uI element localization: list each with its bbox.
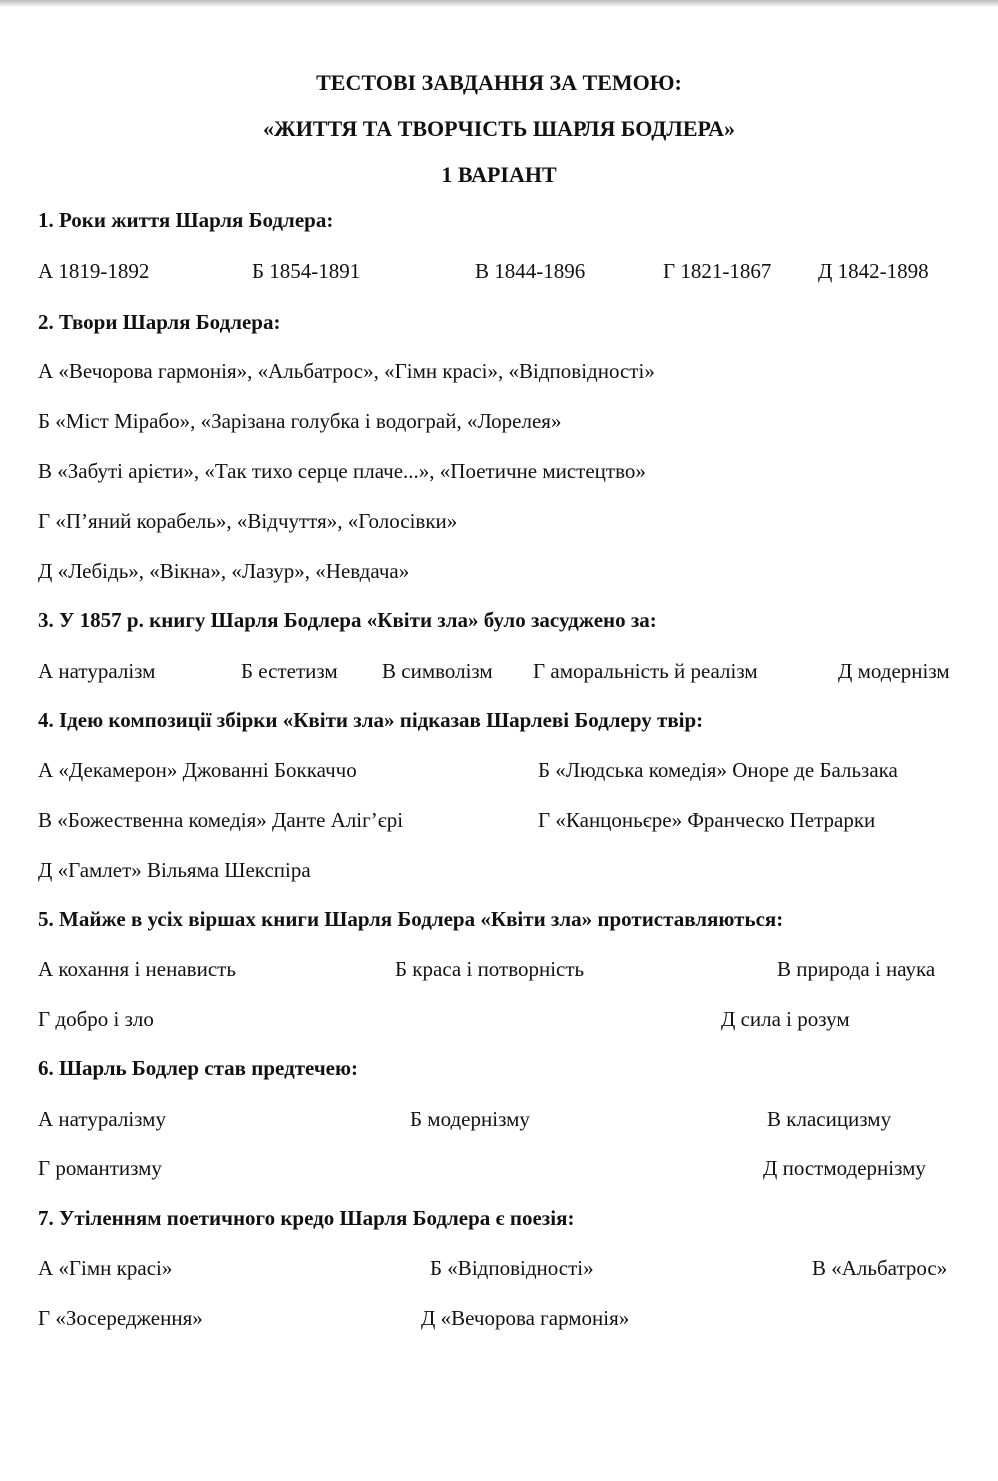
title-line-1: ТЕСТОВІ ЗАВДАННЯ ЗА ТЕМОЮ: xyxy=(316,70,682,95)
q3-option-c: В символізм xyxy=(382,659,493,683)
q3-option-a: А натуралізм xyxy=(38,659,156,683)
q6-option-d: Г романтизму xyxy=(38,1156,162,1180)
q2-option-a: А «Вечорова гармонія», «Альбатрос», «Гімн красі», «Відповідності» xyxy=(38,359,655,383)
q2-option-b: Б «Міст Мірабо», «Зарізана голубка і водограй, «Лорелея» xyxy=(38,409,562,433)
q6-option-c: В класицизму xyxy=(767,1107,892,1131)
q4-option-d: Г «Канцоньєре» Франческо Петрарки xyxy=(538,808,876,832)
q3-option-d: Г аморальність й реалізм xyxy=(533,659,758,683)
q2-option-d: Г «П’яний корабель», «Відчуття», «Голосівки» xyxy=(38,509,458,533)
q5-option-c: В природа і наука xyxy=(777,957,936,981)
question-3: 3. У 1857 р. книгу Шарля Бодлера «Квіти зла» було засуджено за: xyxy=(38,608,657,632)
q3-option-b: Б естетизм xyxy=(241,659,338,683)
q1-option-e: Д 1842-1898 xyxy=(818,259,929,283)
q1-option-c: В 1844-1896 xyxy=(475,259,586,283)
q7-option-c: В «Альбатрос» xyxy=(812,1256,948,1280)
q5-option-b: Б краса і потворність xyxy=(395,957,585,981)
question-5: 5. Майже в усіх віршах книги Шарля Бодлера «Квіти зла» протиставляються: xyxy=(38,907,784,931)
question-6: 6. Шарль Бодлер став предтечею: xyxy=(38,1056,359,1080)
question-1: 1. Роки життя Шарля Бодлера: xyxy=(38,208,334,232)
q1-option-a: А 1819-1892 xyxy=(38,259,150,283)
q5-option-e: Д сила і розум xyxy=(721,1007,850,1031)
q6-option-a: А натуралізму xyxy=(38,1107,166,1131)
q4-option-a: А «Декамерон» Джованні Боккаччо xyxy=(38,758,357,782)
q6-option-e: Д постмодернізму xyxy=(763,1156,926,1180)
q4-option-e: Д «Гамлет» Вільяма Шекспіра xyxy=(38,858,311,882)
question-2: 2. Твори Шарля Бодлера: xyxy=(38,310,281,334)
variant-heading: 1 ВАРІАНТ xyxy=(441,162,557,187)
q5-option-d: Г добро і зло xyxy=(38,1007,154,1031)
q2-option-c: В «Забуті арієти», «Так тихо серце плаче...», «Поетичне мистецтво» xyxy=(38,459,646,483)
q3-option-e: Д модернізм xyxy=(838,659,950,683)
q1-option-b: Б 1854-1891 xyxy=(252,259,361,283)
title-line-2: «ЖИТТЯ ТА ТВОРЧІСТЬ ШАРЛЯ БОДЛЕРА» xyxy=(262,116,736,141)
q5-option-a: А кохання і ненависть xyxy=(38,957,236,981)
q7-option-a: А «Гімн красі» xyxy=(38,1256,173,1280)
q2-option-e: Д «Лебідь», «Вікна», «Лазур», «Невдача» xyxy=(38,559,410,583)
q4-option-c: В «Божественна комедія» Данте Аліг’єрі xyxy=(38,808,404,832)
question-4: 4. Ідею композиції збірки «Квіти зла» підказав Шарлеві Бодлеру твір: xyxy=(38,708,704,732)
q1-option-d: Г 1821-1867 xyxy=(663,259,772,283)
q7-option-b: Б «Відповідності» xyxy=(430,1256,594,1280)
q6-option-b: Б модернізму xyxy=(410,1107,530,1131)
q4-option-b: Б «Людська комедія» Оноре де Бальзака xyxy=(538,758,898,782)
question-7: 7. Утіленням поетичного кредо Шарля Бодлера є поезія: xyxy=(38,1206,575,1230)
q7-option-d: Г «Зосередження» xyxy=(38,1306,203,1330)
q7-option-e: Д «Вечорова гармонія» xyxy=(421,1306,630,1330)
